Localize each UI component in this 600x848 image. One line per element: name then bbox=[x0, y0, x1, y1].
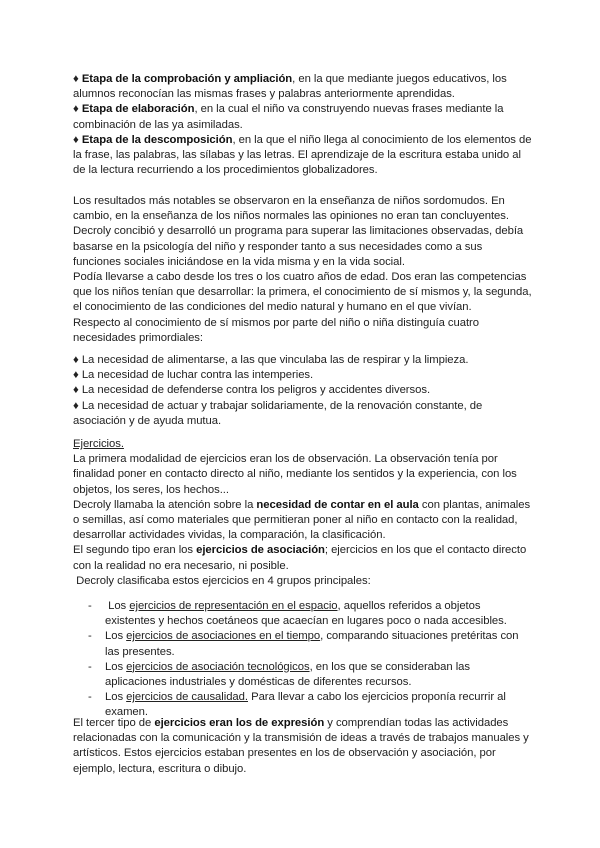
etapa-title: Etapa de la comprobación y ampliación bbox=[81, 73, 293, 85]
paragraph: Podía llevarse a cabo desde los tres o los cuatro años de edad. Dos eran las competencias que los niños tenían que desarrollar: la primera, el conocimiento de sí mismos y, la segunda, el conocimiento de las condiciones del medio natural y humano en el que vivían. bbox=[73, 271, 532, 314]
list-item: - Los ejercicios de causalidad. Para llevar a cabo los ejercicios proponía recurrir al examen. bbox=[88, 691, 506, 719]
ejercicios-section bbox=[73, 437, 533, 589]
etapa-title: Etapa de elaboración bbox=[81, 103, 195, 116]
diamond-bullet-icon: ♦ bbox=[73, 73, 79, 85]
list-item: - Los ejercicios de asociación tecnológicos, en los que se consideraban las aplicaciones industriales y domésticas de diferentes recursos. bbox=[88, 660, 470, 689]
paragraph: Decroly llamaba la atención sobre la necesidad de contar en el aula con plantas, animales o semillas, así como materiales que permitieran poner al niño en contacto con la realidad, desarrollar actividades vividas, la comparación, la clasificación. bbox=[73, 498, 531, 542]
grupos-list bbox=[88, 599, 533, 721]
necesidades-list bbox=[73, 353, 533, 429]
etapa-item bbox=[73, 133, 533, 179]
list-item: ♦ La necesidad de alimentarse, a las que vinculaba las de respirar y la limpieza. bbox=[73, 354, 469, 366]
etapas-section bbox=[73, 72, 533, 178]
paragraph: El segundo tipo eran los ejercicios de asociación; ejercicios en los que el contacto directo con la realidad no era necesario, ni posible. bbox=[73, 544, 527, 572]
etapa-text: , en la que el niño llega al conocimiento de los elementos de la frase, las palabras, las sílabas y las letras. El aprendizaje de la escritura estaba unido al de la lectura recurriendo a los procedimientos globalizadores. bbox=[73, 133, 532, 177]
paragraph: Los resultados más notables se observaron en la enseñanza de niños sordomudos. En cambio, en la enseñanza de los niños normales las opiniones no eran tan concluyentes. bbox=[73, 195, 509, 223]
etapa-item bbox=[73, 102, 533, 132]
diamond-bullet-icon: ♦ bbox=[73, 384, 79, 397]
etapa-title: Etapa de la descomposición bbox=[81, 133, 233, 146]
resultados-section bbox=[73, 194, 533, 346]
diamond-bullet-icon: ♦ bbox=[73, 103, 79, 116]
dash-bullet-icon: - bbox=[88, 660, 92, 673]
paragraph: La primera modalidad de ejercicios eran los de observación. La observación tenía por finalidad poner en contacto directo al niño, mediante los sentidos y la experiencia, con los objetos, los seres, los hechos... bbox=[73, 453, 517, 496]
list-item: - Los ejercicios de asociaciones en el tiempo, comparando situaciones pretéritas con las presentes. bbox=[88, 630, 519, 658]
list-item: - Los ejercicios de representación en el espacio, aquellos referidos a objetos existentes y hechos coetáneos que acaecían en lugares poco o nada accesibles. bbox=[88, 600, 507, 628]
etapa-text: , en la que mediante juegos educativos, los alumnos reconocían las mismas frases y palabras anteriormente aprendidas. bbox=[73, 73, 507, 101]
paragraph: El tercer tipo de ejercicios eran los de expresión y comprendían todas las actividades relacionadas con la comunicación y la transmisión de ideas a través de trabajos manuales y artísticos. Estos ejercicios estaban presentes en los de observación y asociación, por ejemplo, lectura, escritura o dibujo. bbox=[73, 717, 529, 775]
etapa-item bbox=[73, 72, 533, 102]
paragraph: Respecto al conocimiento de sí mismos por parte del niño o niña distinguía cuatro necesidades primordiales: bbox=[73, 316, 480, 344]
list-item: ♦ La necesidad de actuar y trabajar solidariamente, de la renovación constante, de asociación y de ayuda mutua. bbox=[73, 399, 483, 427]
diamond-bullet-icon: ♦ bbox=[73, 399, 79, 412]
etapa-text: , en la cual el niño va construyendo nuevas frases mediante la combinación de las ya asimiladas. bbox=[73, 103, 504, 131]
diamond-bullet-icon: ♦ bbox=[73, 369, 79, 382]
paragraph: Decroly clasificaba estos ejercicios en 4 grupos principales: bbox=[73, 574, 371, 587]
diamond-bullet-icon: ♦ bbox=[73, 354, 79, 366]
final-section bbox=[73, 716, 533, 777]
dash-bullet-icon: - bbox=[88, 691, 92, 704]
section-heading: Ejercicios. bbox=[73, 438, 124, 450]
dash-bullet-icon: - bbox=[88, 630, 92, 643]
diamond-bullet-icon: ♦ bbox=[73, 133, 79, 146]
dash-bullet-icon: - bbox=[88, 600, 92, 612]
list-item: ♦ La necesidad de luchar contra las intemperies. bbox=[73, 369, 314, 382]
list-item: ♦ La necesidad de defenderse contra los peligros y accidentes diversos. bbox=[73, 384, 431, 397]
paragraph: Decroly concibió y desarrolló un programa para superar las limitaciones observadas, debía basarse en la psicología del niño y responder tanto a sus necesidades como a sus funciones sociales iniciándose en la vida misma y en la vida social. bbox=[73, 225, 524, 268]
